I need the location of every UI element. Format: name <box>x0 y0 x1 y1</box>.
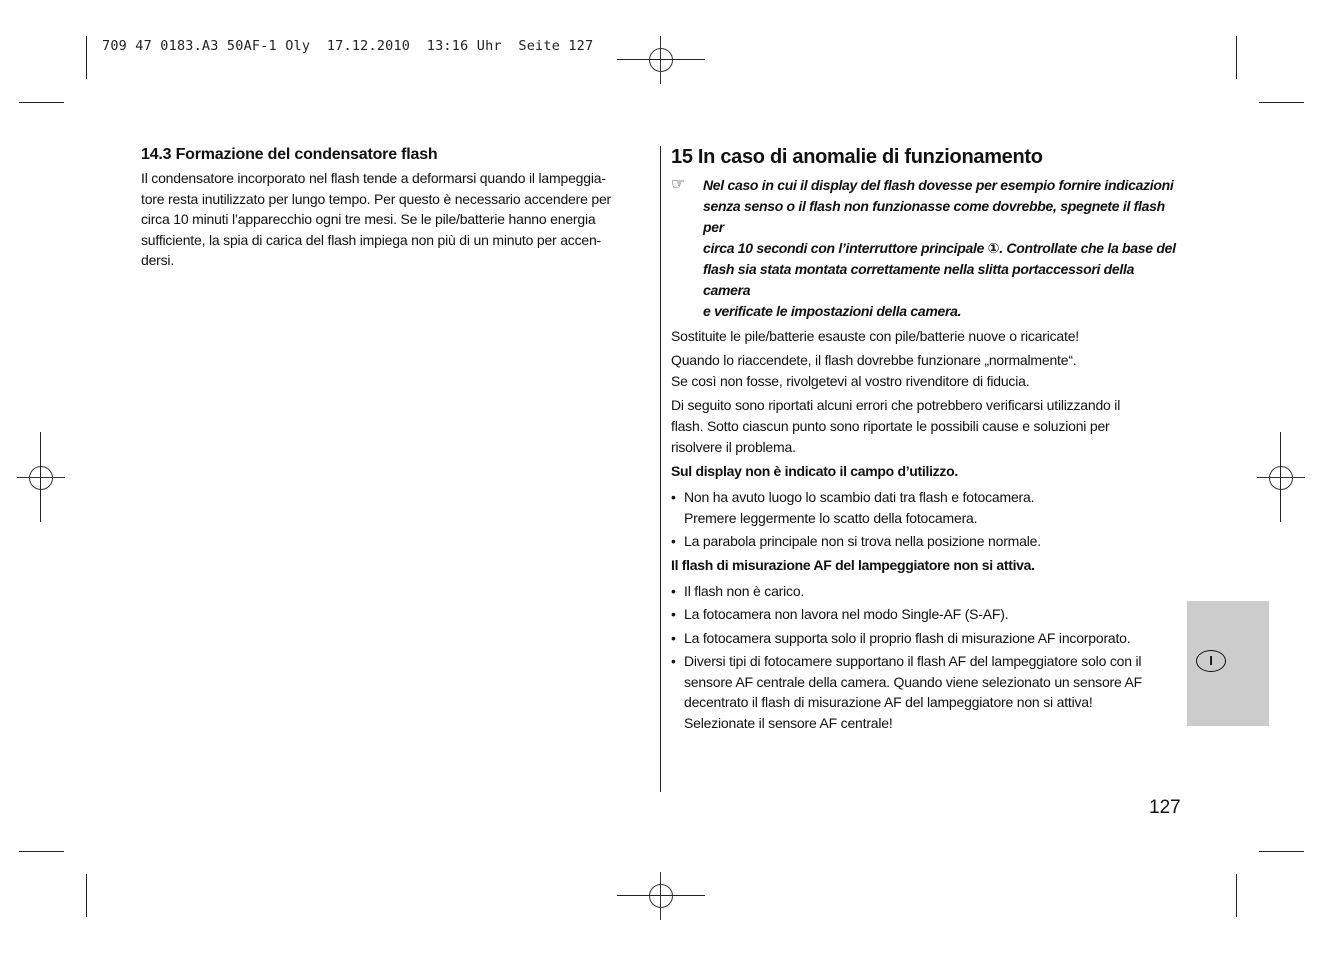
paragraph <box>671 350 1183 392</box>
list-item <box>671 604 1183 625</box>
note-line: flash sia stata montata correttamente nella slitta portaccessori della camera <box>703 261 1135 298</box>
registration-mark-icon <box>637 872 685 920</box>
registration-mark-icon <box>637 36 685 84</box>
crop-mark <box>1236 36 1237 79</box>
section-heading: 14.3 Formazione del condensatore flash <box>141 146 438 163</box>
crop-mark <box>1259 102 1304 103</box>
paragraph <box>671 395 1183 458</box>
list-item <box>671 628 1183 649</box>
print-slug: 709 47 0183.A3 50AF-1 Oly 17.12.2010 13:16 Uhr Seite 127 <box>102 38 594 54</box>
body-line: Il condensatore incorporato nel flash tende a deformarsi quando il lampeggia- <box>141 170 606 186</box>
bullet-list <box>671 581 1183 734</box>
list-item <box>671 487 1183 528</box>
paragraph-line: Quando lo riaccendete, il flash dovrebbe funzionare „normalmente“. <box>671 352 1077 368</box>
list-item-line: • Il flash non è carico. <box>684 582 805 599</box>
list-item-line: • La parabola principale non si trova nella posizione normale. <box>684 533 1041 549</box>
body-line: sufficiente, la spia di carica del flash impiega non più di un minuto per accen- <box>141 231 602 248</box>
page-number: 127 <box>1149 797 1181 818</box>
list-item-line: sensore AF centrale della camera. Quando viene selezionato un sensore AF <box>684 673 1142 690</box>
body-line: circa 10 minuti l’apparecchio ogni tre mesi. Se le pile/batterie hanno energia <box>141 211 596 227</box>
section-body <box>141 168 643 271</box>
registration-mark-icon <box>17 454 65 502</box>
column-divider <box>660 146 661 792</box>
list-item-line: Premere leggermente lo scatto della fotocamera. <box>684 509 978 526</box>
registration-mark-icon <box>1257 454 1305 502</box>
crop-mark <box>1259 851 1304 852</box>
registration-line <box>617 895 705 896</box>
crop-mark <box>19 102 64 103</box>
list-item-line: • Diversi tipi di fotocamere supportano il flash AF del lampeggiatore solo con il <box>684 653 1142 669</box>
body-line: tore resta inutilizzato per lungo tempo. Per questo è necessario accendere per <box>141 190 612 207</box>
pointing-hand-icon: ☞ <box>671 176 686 193</box>
note-line: Nel caso in cui il display del flash dovesse per esempio fornire indicazioni <box>703 177 1174 193</box>
crop-mark <box>86 874 87 917</box>
right-column <box>671 146 1183 736</box>
registration-line <box>617 59 705 60</box>
list-item-line: Selezionate il sensore AF centrale! <box>684 714 893 731</box>
bullet-list <box>671 487 1183 552</box>
paragraph-line: Di seguito sono riportati alcuni errori che potrebbero verificarsi utilizzando il <box>671 397 1121 413</box>
list-item-line: • La fotocamera non lavora nel modo Single-AF (S-AF). <box>684 606 1009 622</box>
paragraph-line: Se così non fosse, rivolgetevi al vostro rivenditore di fiducia. <box>671 373 1030 389</box>
list-item <box>671 581 1183 602</box>
list-item-line: • La fotocamera supporta solo il proprio flash di misurazione AF incorporato. <box>684 629 1131 646</box>
paragraph-line: flash. Sotto ciascun punto sono riportate le possibili cause e soluzioni per <box>671 418 1110 434</box>
language-badge: I <box>1196 650 1226 672</box>
paragraph-line: risolvere il problema. <box>671 439 796 455</box>
note-line: circa 10 secondi con l’interruttore principale ①. Controllate che la base del <box>703 240 1176 256</box>
note-line: e verificate le impostazioni della camera. <box>703 303 962 319</box>
left-column <box>141 146 643 271</box>
registration-line <box>1280 432 1281 522</box>
paragraph: Sostituite le pile/batterie esauste con pile/batterie nuove o ricaricate! <box>671 328 1079 344</box>
registration-line <box>40 432 41 522</box>
list-item-line: • Non ha avuto luogo lo scambio dati tra flash e fotocamera. <box>684 489 1035 505</box>
crop-mark <box>19 851 64 852</box>
chapter-title: 15 In caso di anomalie di funzionamento <box>671 146 1043 168</box>
list-item <box>671 531 1183 552</box>
problem-heading: Il flash di misurazione AF del lampeggiatore non si attiva. <box>671 556 1035 573</box>
crop-mark <box>1236 874 1237 917</box>
crop-mark <box>86 36 87 79</box>
body-line: dersi. <box>141 252 175 268</box>
language-tab <box>1187 601 1269 726</box>
note-line: senza senso o il flash non funzionasse come dovrebbe, spegnete il flash per <box>703 198 1165 235</box>
note-block <box>671 175 1183 322</box>
list-item <box>671 651 1183 733</box>
list-item-line: decentrato il flash di misurazione AF del lampeggiatore non si attiva! <box>684 694 1093 710</box>
problem-heading: Sul display non è indicato il campo d’utilizzo. <box>671 463 958 479</box>
